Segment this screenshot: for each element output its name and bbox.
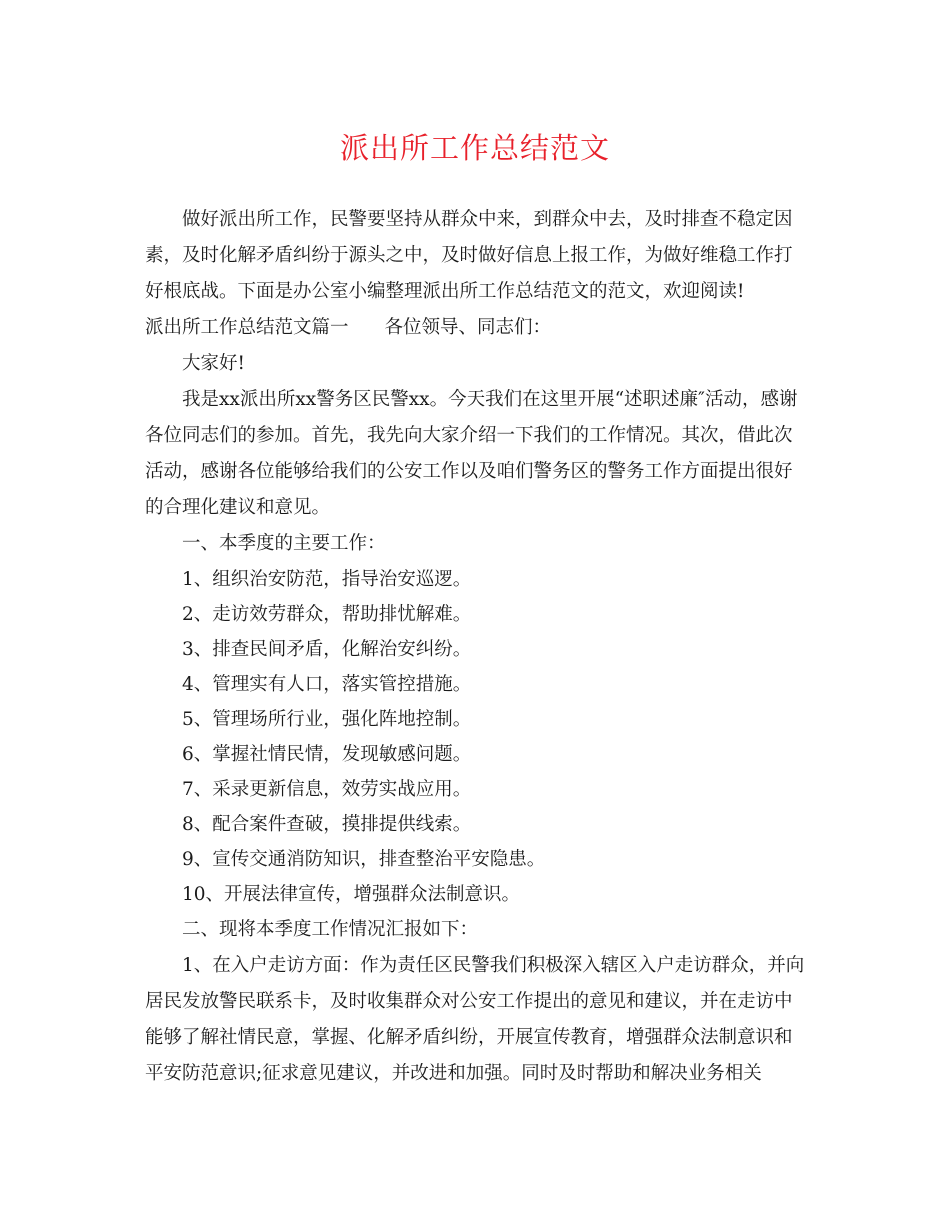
salutation: 各位领导、同志们： bbox=[384, 317, 552, 338]
opening-paragraph: 我是xx派出所xx警务区民警xx。今天我们在这里开展“述职述廉″活动，感谢各位同志们的参加。首先，我先向大家介绍一下我们的工作情况。其次，借此次活动，感谢各位能够给我们的公安工作以及咱们警务区的警务工作方面提出很好的合理化建议和意见。 bbox=[145, 389, 798, 518]
list-item: 7、采录更新信息，效劳实战应用。 bbox=[182, 779, 472, 800]
section-heading-line bbox=[145, 310, 805, 346]
list-item: 8、配合案件查破，摸排提供线索。 bbox=[182, 814, 472, 835]
document-title: 派出所工作总结范文 bbox=[339, 131, 610, 165]
list-item: 9、宣传交通消防知识，排查整治平安隐患。 bbox=[182, 849, 546, 870]
part2-heading: 二、现将本季度工作情况汇报如下： bbox=[182, 919, 479, 940]
intro-paragraph: 做好派出所工作，民警要坚持从群众中来，到群众中去，及时排查不稳定因素，及时化解矛盾纠纷于源头之中，及时做好信息上报工作，为做好维稳工作打好根底战。下面是办公室小编整理派出所工作总结范文的范文，欢迎阅读! bbox=[145, 209, 793, 302]
list-item: 6、掌握社情民情，发现敏感问题。 bbox=[182, 744, 472, 765]
list-item: 4、管理实有人口，落实管控措施。 bbox=[182, 674, 472, 695]
list-item: 3、排查民间矛盾，化解治安纠纷。 bbox=[182, 639, 472, 660]
section-heading: 派出所工作总结范文篇一 bbox=[145, 317, 349, 338]
greeting: 大家好! bbox=[182, 353, 245, 374]
list-item: 10、开展法律宣传，增强群众法制意识。 bbox=[182, 884, 521, 905]
part2-item-1: 1、在入户走访方面：作为责任区民警我们积极深入辖区入户走访群众，并向居民发放警民联系卡，及时收集群众对公安工作提出的意见和建议，并在走访中能够了解社情民意，掌握、化解矛盾纠纷，开展宣传教育，增强群众法制意识和平安防范意识;征求意见建议，并改进和加强。同时及时帮助和解决业务相关 bbox=[145, 955, 805, 1084]
list-item: 2、走访效劳群众，帮助排忧解难。 bbox=[182, 604, 472, 625]
list-item: 1、组织治安防范，指导治安巡逻。 bbox=[182, 569, 472, 590]
list-item: 5、管理场所行业，强化阵地控制。 bbox=[182, 709, 472, 730]
part1-heading: 一、本季度的主要工作： bbox=[182, 533, 386, 554]
document-body bbox=[145, 202, 805, 1092]
